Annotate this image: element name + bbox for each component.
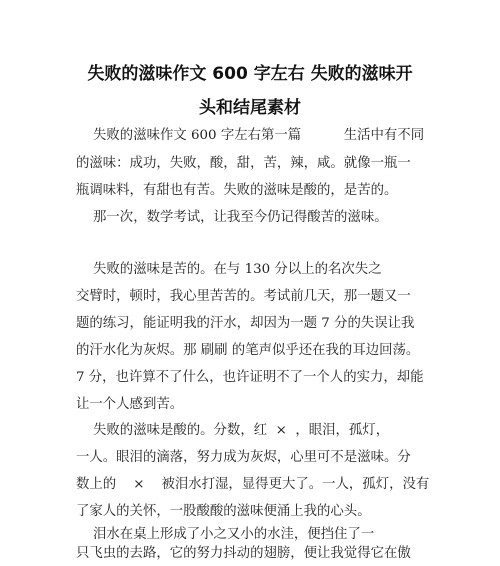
paragraph-line: 失败的滋味是酸的。分数，红 × ，眼泪，孤灯， <box>76 423 390 438</box>
paragraph-line: 题的练习，能证明我的汗水，却因为一题 7 分的失误让我 <box>76 316 415 331</box>
paragraph-line: 瓶调味料，有甜也有苦。失败的滋味是酸的，是苦的。 <box>76 183 398 198</box>
paragraph-line: 的滋味：成功，失败，酸，甜，苦，辣，咸。就像一瓶一 <box>76 156 411 171</box>
paragraph-line: 只飞虫的去路，它的努力抖动的翅膀，便让我觉得它在傲 <box>76 546 411 561</box>
paragraph-line: 让一个人感到苦。 <box>76 397 184 412</box>
paragraph-line: 失败的滋味作文 600 字左右第一篇 生活中有不同 <box>76 128 425 143</box>
document-title-line-1: 失败的滋味作文 600 字左右 失败的滋味开 <box>87 64 413 84</box>
paragraph-line: 7 分，也许算不了什么，也许证明不了一个人的实力，却能 <box>76 370 424 385</box>
paragraph-line: 那一次，数学考试，让我至今仍记得酸苦的滋味。 <box>76 210 388 225</box>
paragraph-line: 交臂时，顿时，我心里苦苦的。考试前几天，那一题又一 <box>76 289 411 304</box>
document-title-line-2: 头和结尾素材 <box>199 98 301 118</box>
paragraph-line: 的汗水化为灰烬。那 刷刷 的笔声似乎还在我的耳边回荡。 <box>76 343 420 358</box>
paragraph-line: 失败的滋味是苦的。在与 130 分以上的名次失之 <box>76 262 382 277</box>
paragraph-line: 一人。眼泪的滴落，努力成为灰烬，心里可不是滋味。分 <box>76 450 411 465</box>
paragraph-line: 了家人的关怀，一股酸酸的滋味便涌上我的心头。 <box>76 504 371 519</box>
paragraph-line: 泪水在桌上形成了小之又小的水洼，便挡住了一 <box>76 527 375 542</box>
paragraph-line: 数上的 × 被泪水打湿，显得更大了。一人，孤灯，没有 <box>76 477 430 492</box>
